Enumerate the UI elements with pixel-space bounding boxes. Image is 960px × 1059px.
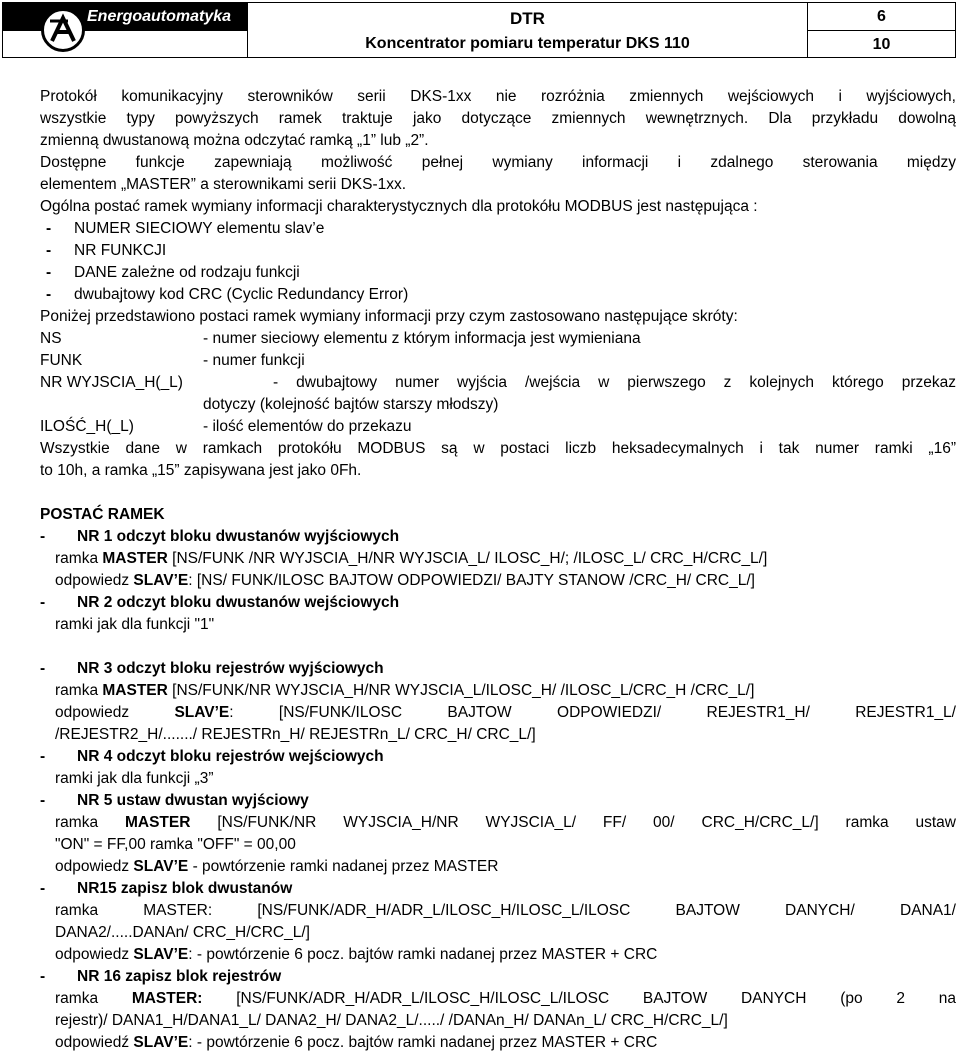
page-count: 10 [872,36,891,53]
frame-line: odpowiedz SLAV’E: [NS/FUNK/ILOSC BAJTOW ODPOWIEDZI/ REJESTR1_H/ REJESTR1_L/ [55,704,956,721]
frame-line: ramka MASTER: [NS/FUNK/ADR_H/ADR_L/ILOSC_H/ILOSC_L/ILOSC BAJTOW DANYCH/ DANA1/ [55,902,956,919]
function-heading-nr5: - NR 5 ustaw dwustan wyjściowy [40,792,309,809]
paragraph-line: Dostępne funkcje zapewniają możliwość pełnej wymiany informacji i zdalnego sterowania między [40,154,956,171]
paragraph-line: zmienną dwustanową można odczytać ramką „1” lub „2”. [40,132,429,149]
abbreviation-ns: NS - numer sieciowy elementu z którym informacja jest wymieniana [40,330,641,347]
frame-line: odpowiedz SLAV’E: [NS/ FUNK/ILOSC BAJTOW ODPOWIEDZI/ BAJTY STANOW /CRC_H/ CRC_L/] [55,572,755,589]
frame-line: odpowiedz SLAV’E - powtórzenie ramki nadanej przez MASTER [55,858,499,875]
function-heading-nr3: - NR 3 odczyt bloku rejestrów wyjściowych [40,660,384,677]
doc-title: DTR [510,9,545,28]
function-heading-nr4: - NR 4 odczyt bloku rejestrów wejściowych [40,748,384,765]
abbreviation-funk: FUNK - numer funkcji [40,352,305,369]
paragraph-line: wszystkie typy powyższych ramek traktuje jako dotyczące zmiennych wewnętrznych. Dla przykładu dowolną [40,110,956,127]
paragraph-line: to 10h, a ramka „15” zapisywana jest jako 0Fh. [40,462,362,479]
document-body [40,86,956,1054]
abbreviation-ilosc: ILOŚĆ_H(_L) - ilość elementów do przekazu [40,418,412,435]
function-heading-nr1: - NR 1 odczyt bloku dwustanów wyjściowych [40,528,400,545]
list-item: - NUMER SIECIOWY elementu slav’e [46,220,325,237]
page-number-cell [808,3,955,57]
frame-line: ramka MASTER: [NS/FUNK/ADR_H/ADR_L/ILOSC_H/ILOSC_L/ILOSC BAJTOW DANYCH (po 2 na [55,990,956,1007]
frame-line: ramka MASTER [NS/FUNK/NR WYJSCIA_H/NR WYJSCIA_L/ILOSC_H/ /ILOSC_L/CRC_H /CRC_L/] [55,682,755,699]
company-logo-icon [41,8,85,52]
paragraph-line: Wszystkie dane w ramkach protokółu MODBUS są w postaci liczb heksadecymalnych i tak numer ramki „16” [40,440,956,457]
abbreviation-nr-wyjscia: NR WYJSCIA_H(_L) - dwubajtowy numer wyjścia /wejścia w pierwszego z kolejnych którego przekaz [40,374,956,391]
paragraph-line: elementem „MASTER” a sterownikami serii DKS-1xx. [40,176,407,193]
doc-subtitle: Koncentrator pomiaru temperatur DKS 110 [365,35,690,52]
list-item: - dwubajtowy kod CRC (Cyclic Redundancy Error) [46,286,409,303]
frame-line: rejestr)/ DANA1_H/DANA1_L/ DANA2_H/ DANA2_L/...../ /DANAn_H/ DANAn_L/ CRC_H/CRC_L/] [55,1012,728,1029]
frame-line: odpowiedz SLAV’E: - powtórzenie 6 pocz. bajtów ramki nadanej przez MASTER + CRC [55,946,658,963]
page-number: 6 [808,3,955,31]
company-logo-cell [3,3,248,57]
function-heading-nr2: - NR 2 odczyt bloku dwustanów wejściowych [40,594,400,611]
company-name: Energoautomatyka [87,8,232,25]
frame-line: "ON" = FF,00 ramka "OFF" = 00,00 [55,836,296,853]
frame-line: ramki jak dla funkcji "1" [55,616,215,633]
frame-line: ramka MASTER [NS/FUNK/NR WYJSCIA_H/NR WYJSCIA_L/ FF/ 00/ CRC_H/CRC_L/] ramka ustaw [55,814,956,831]
page-header [2,2,956,58]
function-heading-nr16: - NR 16 zapisz blok rejestrów [40,968,282,985]
frame-line: DANA2/.....DANAn/ CRC_H/CRC_L/] [55,924,310,941]
abbreviations-intro: Poniżej przedstawiono postaci ramek wymiany informacji przy czym zastosowano następujące skróty: [40,308,738,325]
frame-line: ramki jak dla funkcji „3” [55,770,214,787]
frame-line: ramka MASTER [NS/FUNK /NR WYJSCIA_H/NR WYJSCIA_L/ ILOSC_H/; /ILOSC_L/ CRC_H/CRC_L/] [55,550,768,567]
paragraph-line: Ogólna postać ramek wymiany informacji charakterystycznych dla protokółu MODBUS jest następująca : [40,198,758,215]
paragraph-line: Protokół komunikacyjny sterowników serii DKS-1xx nie rozróżnia zmiennych wejściowych i wyjściowych, [40,88,956,105]
section-title: POSTAĆ RAMEK [40,506,165,523]
frame-line: odpowiedź SLAV’E: - powtórzenie 6 pocz. bajtów ramki nadanej przez MASTER + CRC [55,1034,658,1051]
function-heading-nr15: - NR15 zapisz blok dwustanów [40,880,293,897]
list-item: - DANE zależne od rodzaju funkcji [46,264,300,281]
frame-line: /REJESTR2_H/......./ REJESTRn_H/ REJESTRn_L/ CRC_H/ CRC_L/] [55,726,536,743]
abbreviation-nr-wyjscia-cont: dotyczy (kolejność bajtów starszy młodszy) [203,396,499,413]
list-item: - NR FUNKCJI [46,242,167,259]
header-title-cell [248,3,808,57]
